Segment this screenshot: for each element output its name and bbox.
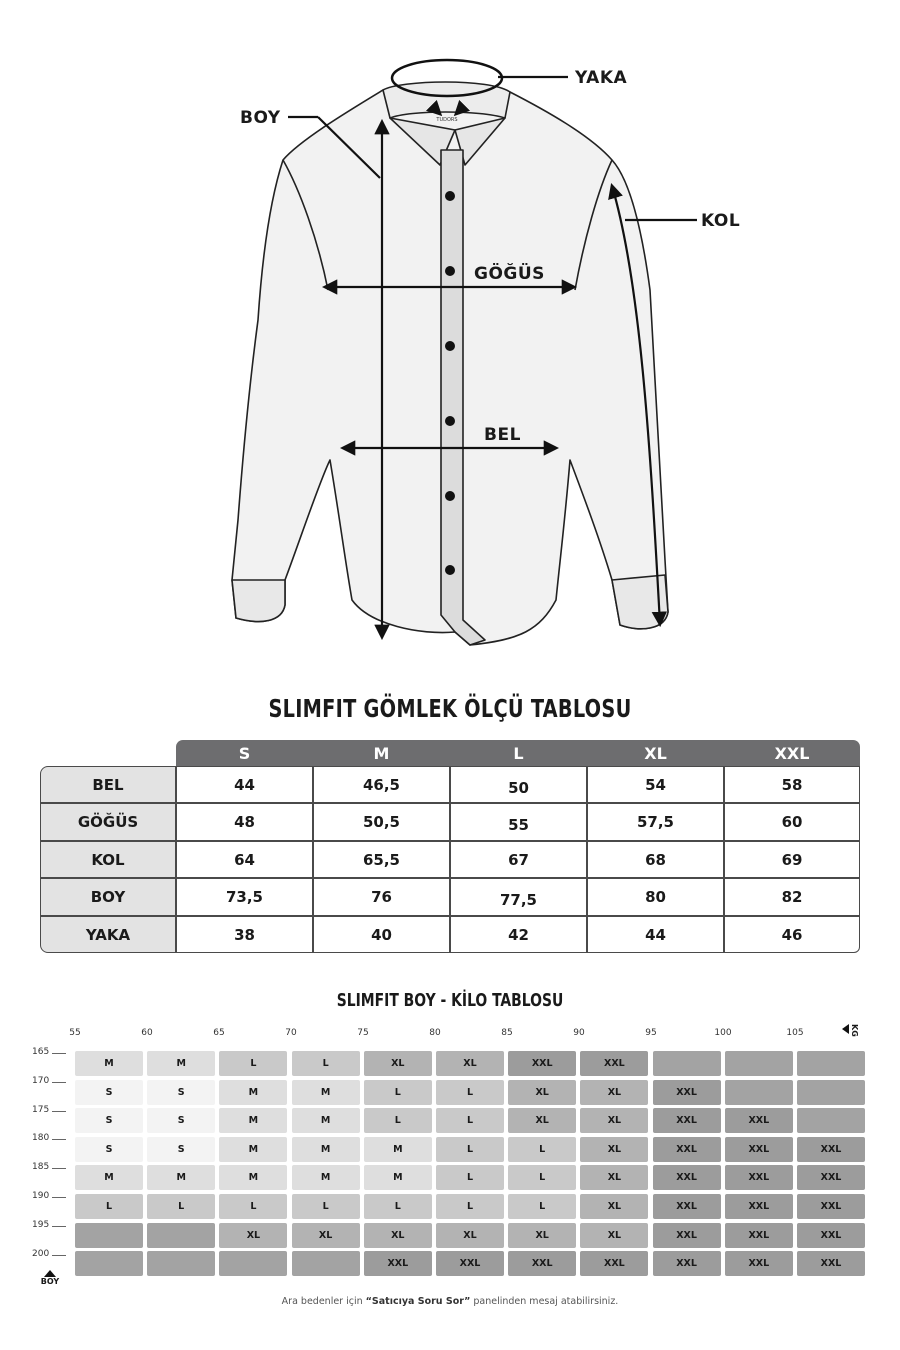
table-cell: 67 xyxy=(450,841,587,878)
size-cell xyxy=(725,1080,793,1105)
table-cell: 50,5 xyxy=(313,803,450,840)
label-bel: BEL xyxy=(484,425,521,445)
size-cell: XXL xyxy=(725,1251,793,1276)
height-tick: 170 xyxy=(32,1075,50,1086)
footnote xyxy=(0,1296,900,1307)
size-cell: XXL xyxy=(725,1194,793,1219)
size-cell: XXL xyxy=(653,1194,721,1219)
size-cell: S xyxy=(75,1137,143,1162)
size-cell: L xyxy=(364,1080,432,1105)
row-label: BEL xyxy=(40,766,176,803)
size-cell: L xyxy=(364,1194,432,1219)
footnote-highlight: “Satıcıya Soru Sor” xyxy=(365,1296,471,1307)
size-header-m: M xyxy=(313,740,450,766)
size-cell: M xyxy=(75,1165,143,1190)
height-tick: 195 xyxy=(32,1219,50,1230)
table-cell: 40 xyxy=(313,916,450,953)
size-cell: L xyxy=(292,1051,360,1076)
size-cell: XL xyxy=(580,1137,648,1162)
size-cell xyxy=(147,1251,215,1276)
size-cell: XXL xyxy=(797,1251,865,1276)
height-tick: 200 xyxy=(32,1248,50,1259)
size-cell: XL xyxy=(508,1080,576,1105)
weight-tick: 105 xyxy=(786,1028,804,1038)
label-boy: BOY xyxy=(240,108,281,128)
size-cell: XL xyxy=(364,1051,432,1076)
size-cell: L xyxy=(436,1194,504,1219)
size-cell: XXL xyxy=(797,1137,865,1162)
size-cell: XXL xyxy=(436,1251,504,1276)
size-cell: XXL xyxy=(580,1051,648,1076)
size-cell xyxy=(75,1223,143,1248)
table-cell: 65,5 xyxy=(313,841,450,878)
size-cell: M xyxy=(292,1165,360,1190)
weight-tick: 80 xyxy=(429,1028,441,1038)
height-tick-line xyxy=(52,1139,66,1140)
size-header-xl: XL xyxy=(587,740,724,766)
size-cell: L xyxy=(508,1137,576,1162)
size-cell xyxy=(725,1051,793,1076)
size-cell: XXL xyxy=(797,1165,865,1190)
table-cell: 44 xyxy=(587,916,724,953)
size-cell: M xyxy=(219,1165,287,1190)
size-cell: M xyxy=(219,1080,287,1105)
size-cell: XXL xyxy=(653,1223,721,1248)
size-cell: XXL xyxy=(725,1165,793,1190)
table-cell: 46,5 xyxy=(313,766,450,803)
height-tick: 165 xyxy=(32,1047,50,1057)
table-cell: 68 xyxy=(587,841,724,878)
size-cell xyxy=(797,1051,865,1076)
size-cell: XXL xyxy=(725,1108,793,1133)
table-cell: 73,5 xyxy=(176,878,313,915)
size-cell: S xyxy=(75,1108,143,1133)
row-label: BOY xyxy=(40,878,176,915)
height-tick-line xyxy=(52,1111,66,1112)
table-cell: 82 xyxy=(724,878,860,915)
table-cell: 54 xyxy=(587,766,724,803)
table-cell: 57,5 xyxy=(587,803,724,840)
weight-tick: 65 xyxy=(213,1028,225,1038)
arrow-up-icon xyxy=(44,1270,56,1277)
height-tick-line xyxy=(52,1255,66,1256)
size-cell: L xyxy=(364,1108,432,1133)
table-cell: 64 xyxy=(176,841,313,878)
size-cell: XXL xyxy=(653,1108,721,1133)
size-cell: L xyxy=(436,1080,504,1105)
size-cell: L xyxy=(147,1194,215,1219)
size-header-xxl: XXL xyxy=(724,740,860,766)
size-cell: M xyxy=(292,1108,360,1133)
table-cell: 55 xyxy=(450,803,587,840)
table-cell: 48 xyxy=(176,803,313,840)
size-cell xyxy=(797,1108,865,1133)
label-gogus: GÖĞÜS xyxy=(474,264,545,284)
weight-tick: 75 xyxy=(357,1028,369,1038)
size-cell: XL xyxy=(508,1108,576,1133)
size-cell: XL xyxy=(508,1223,576,1248)
size-cell xyxy=(219,1251,287,1276)
table-cell: 76 xyxy=(313,878,450,915)
size-cell: L xyxy=(75,1194,143,1219)
size-cell: XXL xyxy=(508,1251,576,1276)
boy-label-text: BOY xyxy=(40,1277,60,1286)
size-header-s: S xyxy=(176,740,313,766)
size-cell xyxy=(75,1251,143,1276)
size-cell: XXL xyxy=(725,1137,793,1162)
table-cell: 80 xyxy=(587,878,724,915)
size-cell: L xyxy=(219,1194,287,1219)
footnote-text-end: panelinden mesaj atabilirsiniz. xyxy=(470,1296,619,1307)
weight-table-title: SLIMFIT BOY - KİLO TABLOSU xyxy=(336,990,564,1011)
size-cell xyxy=(292,1251,360,1276)
brand-tag: TUDORS xyxy=(436,117,458,123)
table-cell: 38 xyxy=(176,916,313,953)
size-table xyxy=(40,740,860,954)
size-cell: L xyxy=(219,1051,287,1076)
size-cell: XL xyxy=(364,1223,432,1248)
size-cell: L xyxy=(508,1165,576,1190)
kg-axis-label xyxy=(842,1024,859,1037)
size-cell: M xyxy=(292,1137,360,1162)
size-cell: L xyxy=(292,1194,360,1219)
size-cell: S xyxy=(147,1137,215,1162)
height-tick-line xyxy=(52,1082,66,1083)
size-cell: XL xyxy=(580,1080,648,1105)
size-cell: L xyxy=(508,1194,576,1219)
height-tick-line xyxy=(52,1053,66,1054)
size-cell: XXL xyxy=(653,1251,721,1276)
size-cell: L xyxy=(436,1165,504,1190)
weight-tick: 95 xyxy=(645,1028,657,1038)
table-cell: 46 xyxy=(724,916,860,953)
size-cell: L xyxy=(436,1108,504,1133)
weight-tick: 55 xyxy=(69,1028,81,1038)
size-cell: XL xyxy=(292,1223,360,1248)
height-tick-line xyxy=(52,1226,66,1227)
size-cell: M xyxy=(219,1108,287,1133)
size-cell: S xyxy=(75,1080,143,1105)
size-cell: M xyxy=(75,1051,143,1076)
size-cell: XL xyxy=(436,1223,504,1248)
size-cell: M xyxy=(364,1165,432,1190)
table-cell: 44 xyxy=(176,766,313,803)
weight-tick: 70 xyxy=(285,1028,297,1038)
size-cell: XXL xyxy=(653,1137,721,1162)
size-cell: XXL xyxy=(653,1080,721,1105)
size-cell: XXL xyxy=(725,1223,793,1248)
weight-tick: 100 xyxy=(714,1028,732,1038)
row-label: GÖĞÜS xyxy=(40,803,176,840)
size-cell: XXL xyxy=(797,1223,865,1248)
row-label: KOL xyxy=(40,841,176,878)
height-tick: 185 xyxy=(32,1162,50,1173)
size-cell: S xyxy=(147,1108,215,1133)
size-cell: XXL xyxy=(797,1194,865,1219)
size-cell: M xyxy=(364,1137,432,1162)
weight-tick: 85 xyxy=(501,1028,513,1038)
size-cell: XL xyxy=(580,1223,648,1248)
label-kol: KOL xyxy=(701,211,741,231)
size-cell: XL xyxy=(580,1194,648,1219)
size-cell: XXL xyxy=(580,1251,648,1276)
height-tick-line xyxy=(52,1197,66,1198)
boy-axis-label xyxy=(38,1270,62,1286)
size-cell xyxy=(653,1051,721,1076)
weight-tick: 90 xyxy=(573,1028,585,1038)
height-tick: 180 xyxy=(32,1133,50,1144)
size-cell: XXL xyxy=(364,1251,432,1276)
row-label: YAKA xyxy=(40,916,176,953)
size-cell: XXL xyxy=(653,1165,721,1190)
label-yaka: YAKA xyxy=(575,68,628,88)
table-cell: 58 xyxy=(724,766,860,803)
size-cell: XL xyxy=(436,1051,504,1076)
size-cell: S xyxy=(147,1080,215,1105)
size-cell xyxy=(797,1080,865,1105)
size-header-l: L xyxy=(450,740,587,766)
size-cell: XXL xyxy=(508,1051,576,1076)
size-cell: XL xyxy=(219,1223,287,1248)
height-tick: 175 xyxy=(32,1104,50,1115)
size-cell: M xyxy=(147,1051,215,1076)
size-cell: M xyxy=(147,1165,215,1190)
size-cell: XL xyxy=(580,1108,648,1133)
size-cell: XL xyxy=(580,1165,648,1190)
weight-tick: 60 xyxy=(141,1028,153,1038)
table-cell: 69 xyxy=(724,841,860,878)
table-cell: 50 xyxy=(450,766,587,803)
size-cell xyxy=(147,1223,215,1248)
table-cell: 42 xyxy=(450,916,587,953)
size-cell: M xyxy=(292,1080,360,1105)
arrow-left-icon xyxy=(842,1024,849,1034)
kg-label-text: KG xyxy=(850,1024,859,1037)
height-tick-line xyxy=(52,1168,66,1169)
size-cell: M xyxy=(219,1137,287,1162)
height-tick: 190 xyxy=(32,1191,50,1201)
size-cell: L xyxy=(436,1137,504,1162)
footnote-text: Ara bedenler için xyxy=(281,1296,366,1307)
table-cell: 77,5 xyxy=(450,878,587,915)
table-cell: 60 xyxy=(724,803,860,840)
size-table-title: SLIMFIT GÖMLEK ÖLÇÜ TABLOSU xyxy=(268,694,632,723)
